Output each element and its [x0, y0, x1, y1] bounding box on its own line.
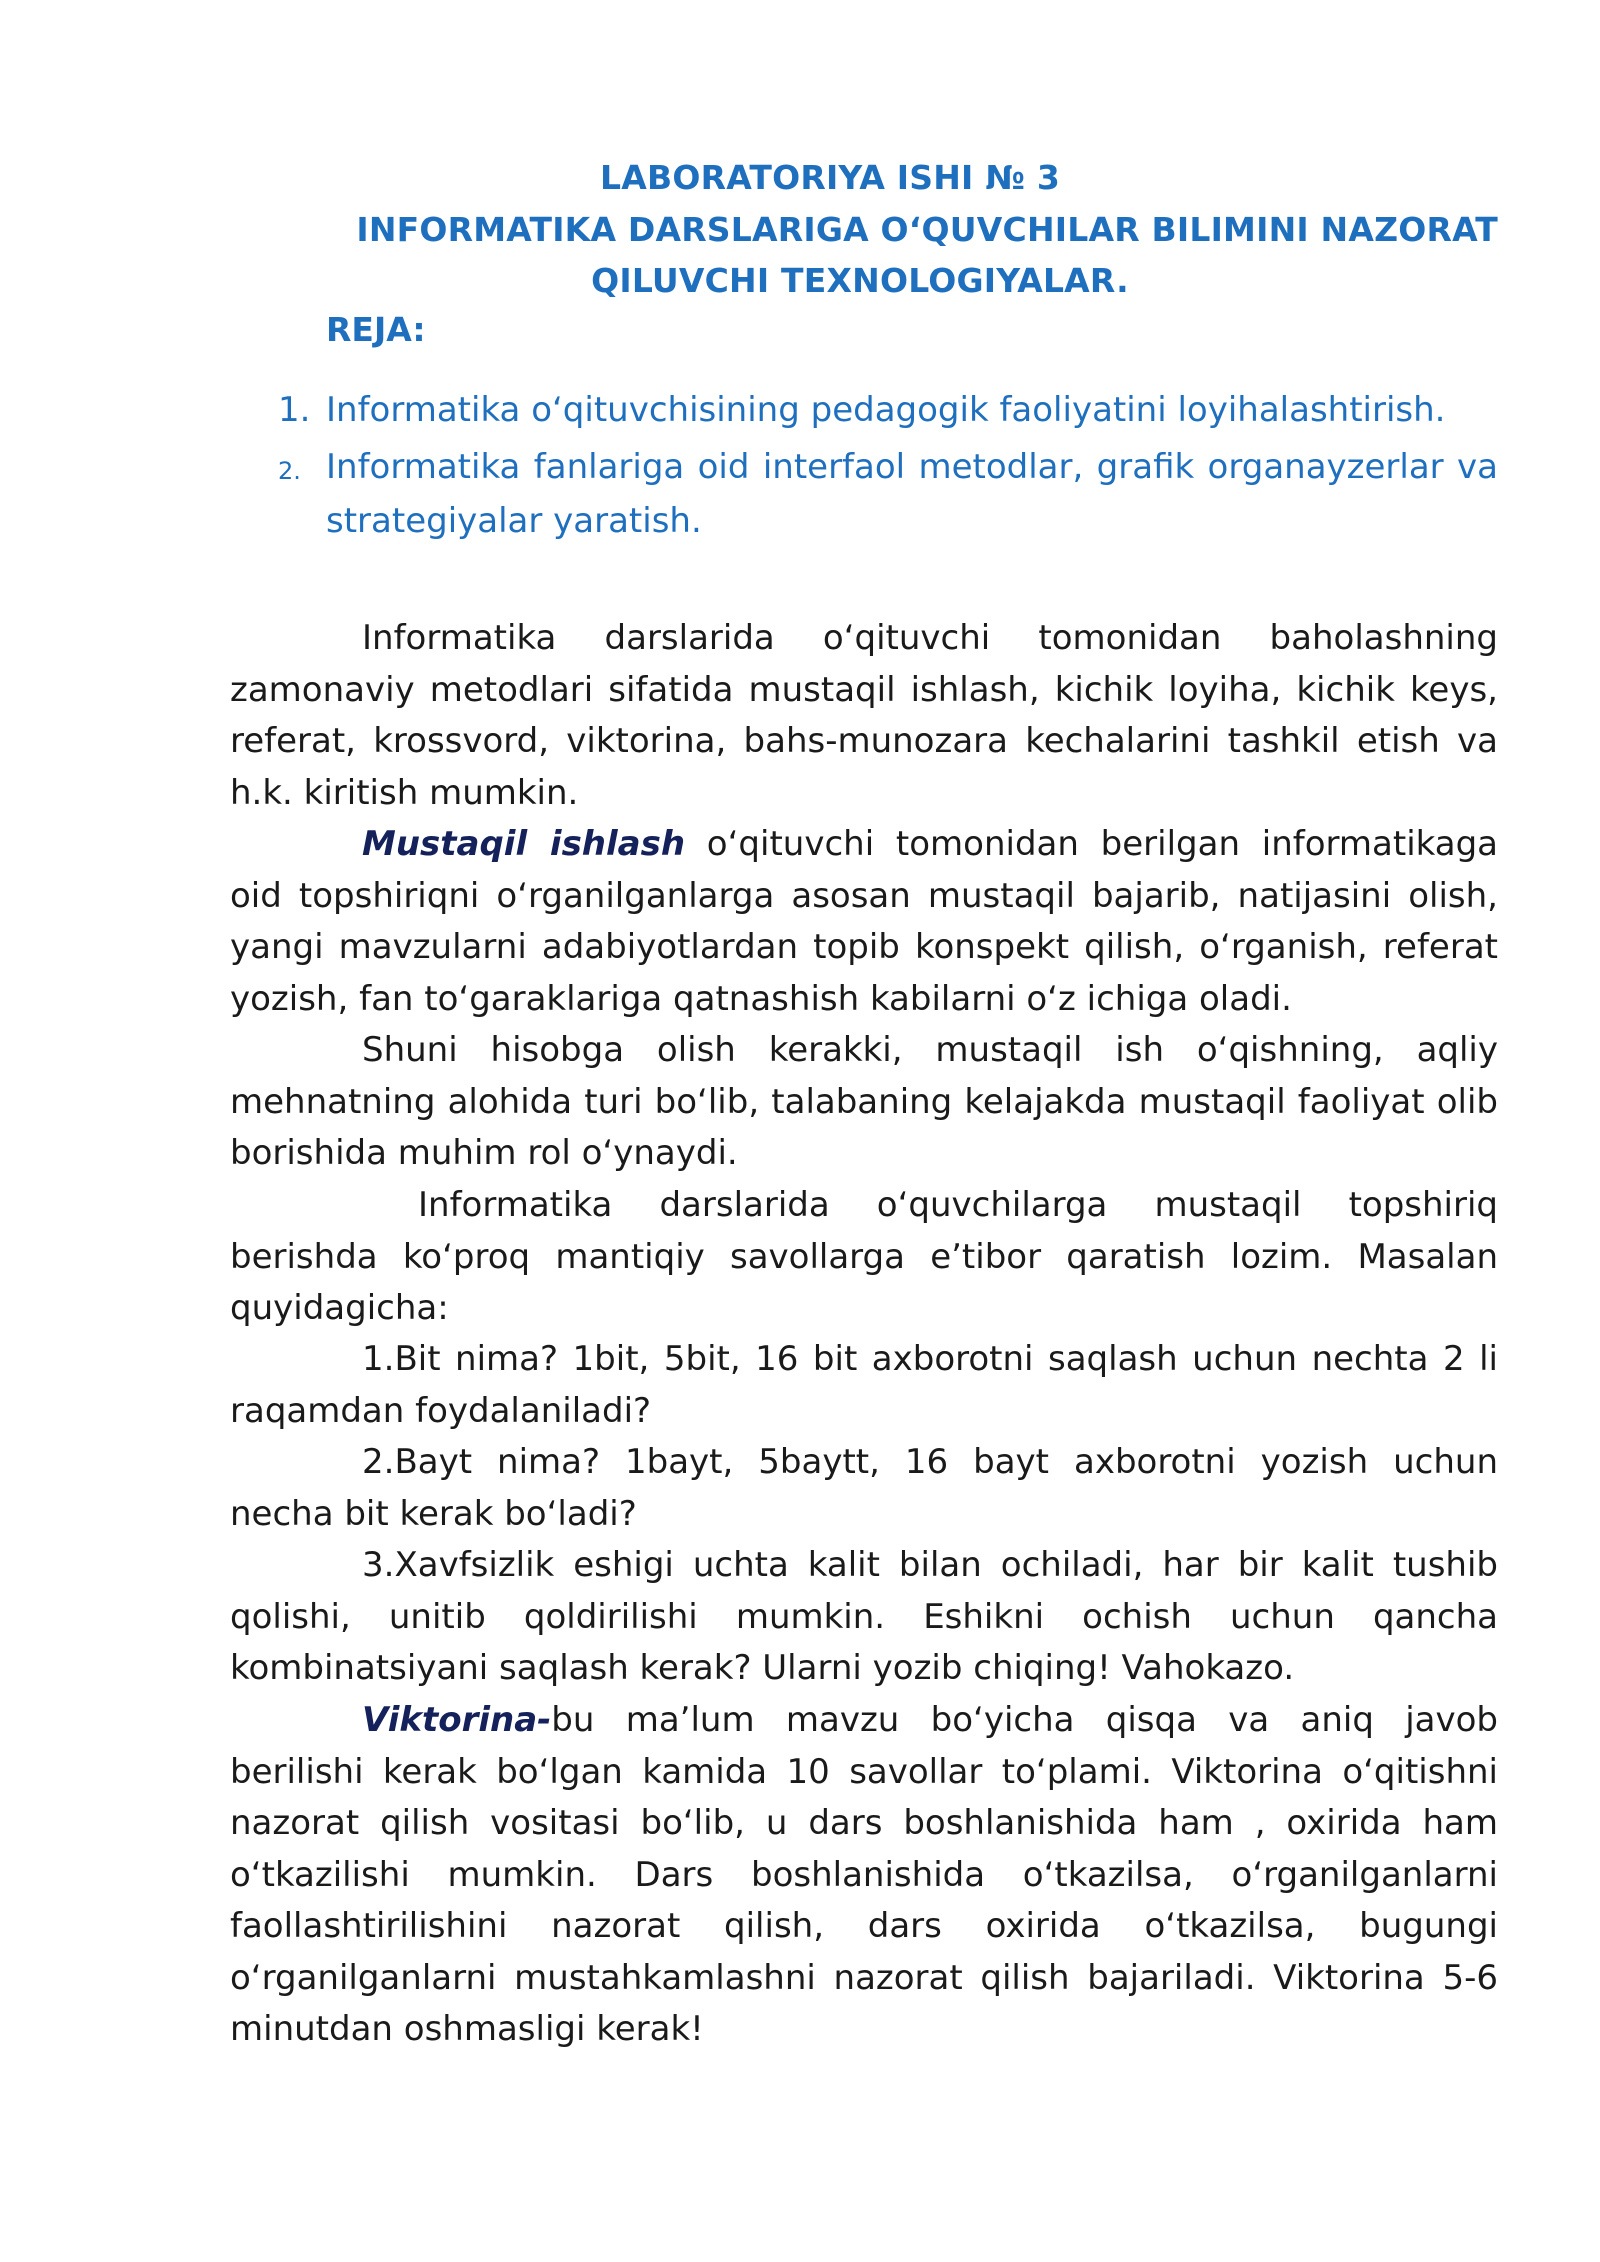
paragraph-intro: Informatika darslarida o‘qituvchi tomonidan baholashning zamonaviy metodlari sifatida mustaqil ishlash, kichik loyiha, kichik keys, referat, krossvord, viktorina, bahs-munozara kechalarini tashkil etish va h.k. kiritish mumkin. [230, 618, 1498, 813]
question-2: 2.Bayt nima? 1bayt, 5baytt, 16 bayt axborotni yozish uchun necha bit kerak bo‘ladi? [230, 1442, 1498, 1534]
plan-item-1 [278, 383, 1498, 437]
question-1: 1.Bit nima? 1bit, 5bit, 16 bit axborotni saqlash uchun nechta 2 li raqamdan foydalaniladi? [230, 1339, 1498, 1431]
plan-item-2 [278, 440, 1498, 548]
document-title: INFORMATIKA DARSLARIGA O‘QUVCHILAR BILIMINI NAZORAT [356, 210, 1498, 249]
document-subtitle: QILUVCHI TEXNOLOGIYALAR. [591, 261, 1129, 300]
plan-item-text: Informatika fanlariga oid interfaol metodlar, grafik organayzerlar va strategiyalar yaratish. [326, 447, 1498, 541]
term-viktorina: Viktorina- [362, 1700, 552, 1740]
paragraph-text: bu ma’lum mavzu bo‘yicha qisqa va aniq javob berilishi kerak bo‘lgan kamida 10 savollar to‘plami. Viktorina o‘qitishni nazorat qilish vositasi bo‘lib, u dars boshlanishida ham , oxirida ham o‘tkazilishi mumkin. Dars boshlanishida o‘tkazilsa, o‘rganilganlarni faollashtirilishini nazorat qilish, dars oxirida o‘tkazilsa, bugungi o‘rganilganlarni mustahkamlashni nazorat qilish bajariladi. Viktorina 5-6 minutdan oshmasligi kerak! [230, 1700, 1498, 2049]
paragraph-mantiqiy-savollar: Informatika darslarida o‘quvchilarga mustaqil topshiriq berishda ko‘proq mantiqiy savollarga e’tibor qaratish lozim. Masalan quyidagicha: [230, 1185, 1498, 1328]
term-mustaqil-ishlash: Mustaqil ishlash [362, 824, 686, 864]
plan-item-number: 2. [278, 457, 301, 485]
paragraph-shuni-hisobga: Shuni hisobga olish kerakki, mustaqil ish o‘qishning, aqliy mehnatning alohida turi bo‘lib, talabaning kelajakda mustaqil faoliyat olib borishida muhim rol o‘ynaydi. [230, 1030, 1498, 1173]
paragraph-viktorina [230, 1695, 1498, 2056]
plan-label: REJA: [326, 310, 426, 349]
paragraph-mustaqil-ishlash [230, 819, 1498, 1025]
question-3: 3.Xavfsizlik eshigi uchta kalit bilan ochiladi, har bir kalit tushib qolishi, unitib qoldirilishi mumkin. Eshikni ochish uchun qancha kombinatsiyani saqlash kerak? Ularni yozib chiqing! Vahokazo. [230, 1545, 1498, 1688]
plan-item-number: 1. [278, 390, 311, 430]
paragraph-text: o‘qituvchi tomonidan berilgan informatikaga oid topshiriqni o‘rganilganlarga asosan mustaqil bajarib, natijasini olish, yangi mavzularni adabiyotlardan topib konspekt qilish, o‘rganish, referat yozish, fan to‘garaklariga qatnashish kabilarni o‘z ichiga oladi. [230, 824, 1498, 1019]
plan-item-text: Informatika o‘qituvchisining pedagogik faoliyatini loyihalashtirish. [326, 390, 1446, 430]
lab-title: LABORATORIYA ISHI № 3 [600, 158, 1060, 197]
